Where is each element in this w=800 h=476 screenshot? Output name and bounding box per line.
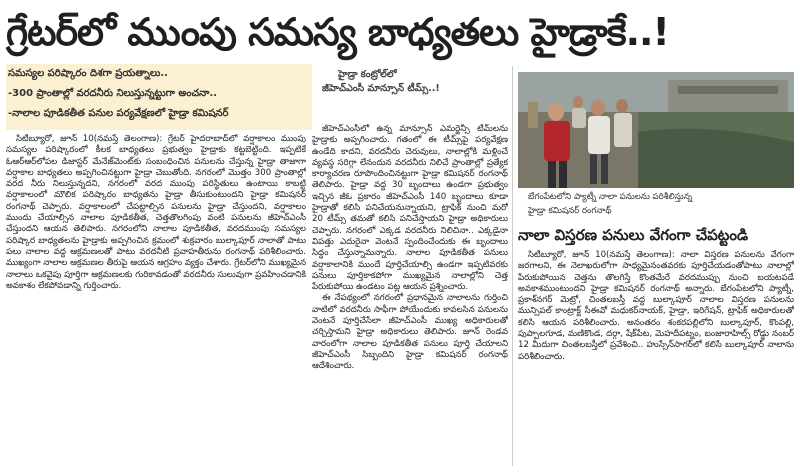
article-column-1 <box>6 134 306 470</box>
subheading-line-2: జీహెచ్‌ఎంసీ మాన్సూన్ టీమ్స్..! <box>322 83 440 94</box>
highlight-2: -300 ప్రాంతాల్లో వరదనీరు నిలుస్తున్నట్టుగా అంచనా.. <box>8 88 218 99</box>
highlight-1: సమస్యల పరిష్కారం దిశగా ప్రయత్నాలు.. <box>8 68 168 79</box>
article-paragraph: సిటీబ్యూరో, జూన్ 10(నమస్తే తెలంగాణ): గ్రేటర్ హైదరాబాద్‌లో వర్షాకాలం ముంపు సమస్యల పరిష్కారంలో కీలక బాధ్యతలు ప్రభుత్వం హైడ్రాకు కట్టబెట్టింది. ఇప్పటికే ఓఆర్‌ఆర్‌లోపల డిజాస్టర్ మేనేజ్‌మెంట్‌కు సంబంధించిన పనులను చేస్తున్న హైడ్రా తాజాగా వర్షాకాల బాధ్యతలు అప్పగించినట్టుగా హైడ్రా చెబుతోంది. నగరంలో మొత్తం 300 ప్రాంతాల్లో వరద నీరు నిలుస్తున్నదని, నగరంలో వరద ముంపు పరిస్థితులు ఉంటాయి కాబట్టి వర్షాకాలంలో మౌలిక పరిష్కారం బాధ్యతను హైడ్రా తీసుకుంటుందని హైడ్రా కమిషనర్ రంగనాథ్ చెప్పారు. వర్షాకాలంలో చేపట్టాల్సిన పనులను హైడ్రా చేస్తుందని, వర్షాకాలం ముందు చేయాల్సిన నాలాల పూడికతీత, చెత్తతొలగింపు వంటి పనులను జీహెచ్‌ఎంసీ చేస్తుందని ఆయన తెలిపారు. నగరంలోని నాలాల పూడికతీత, వరదముంపు సమస్యల పరిష్కార బాధ్యతలను హైడ్రాకు అప్పగించిన క్రమంలో శుక్రవారం బుల్కాపూర్ నాలాతో పాటు పలు నాలాల వద్ద ఆక్రమణలతో పాటు వరదనీటి ప్రవాహతీరును రంగనాథ్ పరిశీలించారు. ముఖ్యంగా నాలాల ఆక్రమణల తీరుపై ఆయన ఆగ్రహం వ్యక్తం చేశారు. గ్రేటర్‌లోని ముఖ్యమైన నాలాలు ఒకవైపు పూర్తిగా ఆక్రమణలకు గురికావడంతో వరదనీరు సులువుగా ప్రవహించడానికి అవకాశం లేకపోవడాన్ని గుర్తించారు. <box>6 134 306 291</box>
article-paragraph: ఈ నేపథ్యంలో నగరంలో ప్రధానమైన నాలాలను గుర్తించి వాటిలో వరదనీరు సాఫీగా పోయేందుకు కావలసిన పనులను వెంటనే పూర్తిచేసేలా జీహెచ్‌ఎంసీ ముఖ్య అధికారులతో చర్చిస్తామని హైడ్రా అధికారులు తెలిపారు. జూన్ రెండవ వారంలోగా నాలాల పూడికతీత పనులు పూర్తి చేయాలని జీహెచ్‌ఎంసీ సిబ్బందిని హైడ్రా కమిషనర్ రంగనాథ్ ఆదేశించారు. <box>312 293 508 372</box>
article-paragraph: జీహెచ్‌ఎంసీలో ఉన్న మాన్సూన్ ఎమర్జెన్సీ టీమ్‌లను హైడ్రాకు అప్పగించారు. గతంలో ఈ టీమ్స్‌పై పర్యవేక్షణ ఉండేది కాదని, వరదనీరు చెరువులు, నాలాల్లోకి మళ్లించే వ్యవస్థ సరిగ్గా లేనందున వరదనీరు నిలిచే ప్రాంతాల్లో ప్రత్యేక కార్యాచరణ రూపొందించినట్టుగా హైడ్రా కమిషనర్ రంగనాథ్ తెలిపారు. హైడ్రా వద్ద 30 బృందాలు ఉండగా ప్రభుత్వం ఇచ్చిన జీఓ ప్రకారం జీహెచ్‌ఎంసీ 140 బృందాలు కూడా హైడ్రాతో కలిసి పనిచేయనున్నాయని, ట్రాఫిక్ నుంచి మరో 20 టీమ్స్ తమతో కలిసి పనిచేస్తాయని హైడ్రా అధికారులు చెప్పారు. నగరంలో ఎక్కడ వరదనీరు నిలిచినా.. ఎక్కడైనా విపత్తు ఎదురైనా వెంటనే స్పందించేందుకు ఈ బృందాలు సిద్ధం చేస్తున్నామన్నారు. నాలాల పూడికతీత పనులు వర్షాకాలానికి ముందే పూర్తిచేయాల్సి ఉండగా ఇప్పటివరకు పనులు పూర్తికాకపోగా ముఖ్యమైన నాలాల్లోని చెత్త పేరుకుపోయి ఉండటం పట్ల ఆయన ప్రశ్నించారు. <box>312 124 508 293</box>
article-paragraph: సిటీబ్యూరో, జూన్ 10(నమస్తే తెలంగాణ): నాలా విస్తరణ పనులను వేగంగా జరగాలని, ఈ నెలాఖరులోగా సాధ్యమైనంతవరకు పూర్తిచేయడంతోపాటు నాలాల్లో పేరుకుపోయిన చెత్తను తొలగిస్తే కొంతమేరే వరదముప్పు నుంచి బయటపడే అవకాశముంటుందని హైడ్రా కమిషనర్ రంగనాథ్ అన్నారు. బేగంపేటలోని ప్యాట్నీ, ప్రకాశ్‌నగర్ మెట్రో, చింతలబస్తీ వద్ద బుల్కాపూర్ నాలాల విస్తరణ పనులను మున్సిపల్ కాంట్రాక్ట్ సీఈవో మధుకర్‌నాయక్, హైడ్రా, ఇరిగేషన్, ట్రాఫిక్ అధికారులతో కలిసి ఆయన పరిశీలించారు. అనంతరం శంకరపల్లిలోని బుల్కాపూర్, కొంపల్లి, పుప్పాలగూడ, మణికొండ, దర్గా, షేక్‌పేట, మెహదీపట్నం, బంజారాహిల్స్ రోడ్డు నంబర్ 12 మీదుగా చింతలబస్తీలో ప్రవేశించి.. హుస్సేన్‌సాగర్‌లో కలిసే బుల్కాపూర్ నాలాను పరిశీలించారు. <box>518 250 794 362</box>
headline: గ్రేటర్‌లో ముంపు సమస్య బాధ్యతలు హైడ్రాకే..! <box>6 10 669 54</box>
photo-caption <box>518 190 800 220</box>
subheading <box>322 68 500 96</box>
subheading-line-1: హైడ్రా కంట్రోల్‌లో <box>338 69 397 80</box>
highlight-3: -నాలాల పూడికతీత పనుల పర్యవేక్షణలో హైడ్రా కమిషనర్ <box>8 108 229 119</box>
side-headline: నాలా విస్తరణ పనులు వేగంగా చేపట్టండి <box>518 226 749 244</box>
column-divider <box>512 66 513 466</box>
photo-caption-line-1: బేగంపేటలోని ప్యాట్నీ నాలా పనులను పరిశీలిస్తున్న <box>528 192 693 202</box>
highlights-box <box>6 64 312 130</box>
photo-illustration <box>518 72 794 188</box>
article-column-2 <box>312 124 508 470</box>
photo-caption-line-2: హైడ్రా కమిషనర్ రంగనాథ్ <box>528 206 612 216</box>
article-column-3 <box>518 250 794 470</box>
news-photo <box>518 72 794 188</box>
